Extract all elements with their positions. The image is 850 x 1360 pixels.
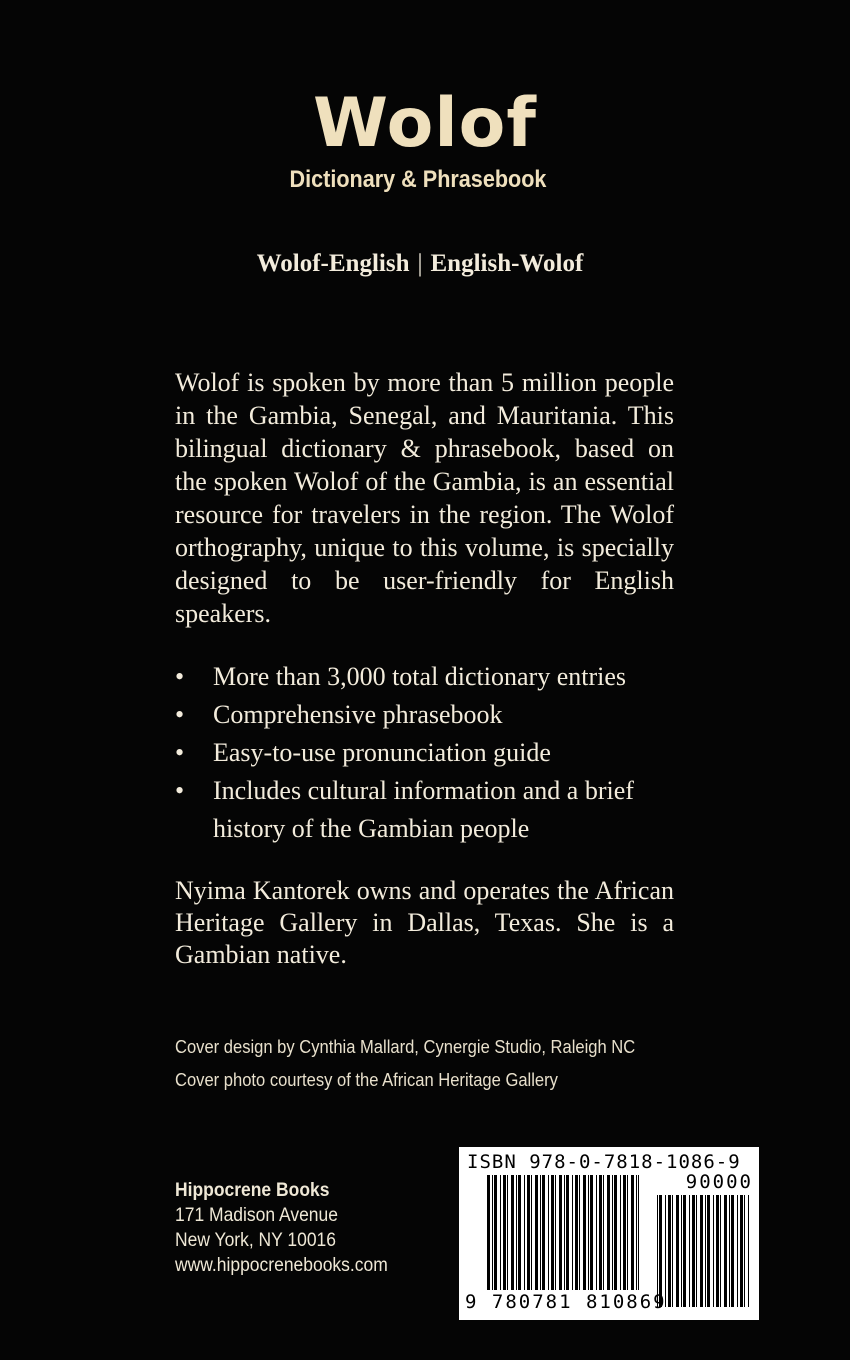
barcode-bar <box>692 1195 695 1307</box>
barcode-bar <box>627 1175 628 1290</box>
book-title: Wolof <box>313 84 537 163</box>
bullet-icon: • <box>175 700 185 729</box>
barcode-bar <box>572 1175 573 1290</box>
design-credit: Cover design by Cynthia Mallard, Cynergie Studio, Raleigh NC <box>175 1037 636 1057</box>
barcode-bar <box>681 1195 682 1307</box>
language-left: Wolof-English <box>256 250 410 277</box>
barcode-bar <box>740 1195 743 1307</box>
barcode-bar <box>551 1175 554 1290</box>
bullet-icon: • <box>175 662 185 691</box>
barcode-bar <box>599 1175 602 1290</box>
barcode-bar <box>689 1195 690 1307</box>
credits <box>175 1031 675 1097</box>
barcode-bar <box>676 1195 679 1307</box>
barcode-bar <box>566 1175 569 1290</box>
barcode-bar <box>638 1175 639 1290</box>
barcode-bar <box>511 1175 514 1290</box>
isbn-number: ISBN 978-0-7818-1086-9 <box>467 1151 741 1173</box>
barcode-bar <box>531 1175 532 1290</box>
barcode-bar <box>713 1195 714 1307</box>
barcode-bar <box>503 1175 506 1290</box>
price-code: 90000 <box>685 1171 753 1193</box>
feature-text: Easy-to-use pronunciation guide <box>213 738 551 767</box>
publisher-address-line2: New York, NY 10016 <box>175 1230 336 1251</box>
barcode-bar <box>524 1175 525 1290</box>
barcode-bar <box>716 1195 719 1307</box>
barcode-bar <box>620 1175 621 1290</box>
feature-item <box>175 658 695 696</box>
publisher-website: www.hippocrenebooks.com <box>175 1255 388 1276</box>
ean-number: 9 780781 810869 <box>465 1291 667 1313</box>
feature-item <box>175 772 695 848</box>
feature-item <box>175 696 695 734</box>
feature-list <box>175 658 695 848</box>
barcode-bar <box>487 1175 490 1290</box>
barcode-bar <box>575 1175 578 1290</box>
barcode-bar <box>731 1195 734 1307</box>
barcode-bar <box>720 1195 721 1307</box>
barcode-bar <box>535 1175 538 1290</box>
barcode-bar <box>540 1175 541 1290</box>
publisher-info <box>175 1178 406 1278</box>
book-description: Wolof is spoken by more than 5 million people in the Gambia, Senegal, and Mauritania. This bilingual dictionary & phrasebook, based on the spoken Wolof of the Gambia, is an essential resource for travelers in the region. The Wolof orthography, unique to this volume, is specially designed to be user-friendly for English speakers. <box>175 368 674 628</box>
language-right: English-Wolof <box>430 250 584 277</box>
photo-credit: Cover photo courtesy of the African Heritage Gallery <box>175 1070 558 1090</box>
barcode-bar <box>518 1175 521 1290</box>
barcode-bar <box>555 1175 556 1290</box>
barcode-bar <box>700 1195 703 1307</box>
barcode-bar <box>527 1175 530 1290</box>
barcode-bar <box>683 1195 686 1307</box>
barcode-bar <box>631 1175 634 1290</box>
feature-text: More than 3,000 total dictionary entries <box>213 662 627 691</box>
barcode-bar <box>603 1175 604 1290</box>
publisher-address-line1: 171 Madison Avenue <box>175 1205 338 1226</box>
feature-item <box>175 734 695 772</box>
barcode-bar <box>590 1175 593 1290</box>
feature-text: Comprehensive phrasebook <box>213 700 503 729</box>
barcode-bar <box>492 1175 493 1290</box>
barcode-bar <box>564 1175 565 1290</box>
barcode-bar <box>737 1195 738 1307</box>
publisher-name: Hippocrene Books <box>175 1180 330 1201</box>
barcode-bar <box>748 1195 749 1307</box>
barcode-bar <box>672 1195 673 1307</box>
bullet-icon: • <box>175 738 185 767</box>
bullet-icon: • <box>175 776 185 805</box>
barcode-bar <box>614 1175 617 1290</box>
barcode-bar <box>542 1175 545 1290</box>
barcode-bar <box>583 1175 586 1290</box>
book-subtitle: Dictionary & Phrasebook <box>289 166 547 193</box>
barcode-bar <box>500 1175 501 1290</box>
barcode-bar <box>668 1195 671 1307</box>
feature-text: Includes cultural information and a brief history of the Gambian people <box>213 776 634 843</box>
language-separator: | <box>417 250 423 277</box>
barcode-bar <box>705 1195 706 1307</box>
barcode-bar <box>612 1175 613 1290</box>
barcode-bar <box>559 1175 562 1290</box>
barcode-bar <box>744 1195 745 1307</box>
barcode-bar <box>696 1195 697 1307</box>
author-bio: Nyima Kantorek owns and operates the African Heritage Gallery in Dallas, Texas. She is a Gambian native. <box>175 876 674 969</box>
barcode-bar <box>494 1175 497 1290</box>
barcode-bar <box>579 1175 580 1290</box>
barcode-bar <box>516 1175 517 1290</box>
barcode-bar <box>548 1175 549 1290</box>
barcode-bar <box>623 1175 626 1290</box>
isbn-barcode <box>459 1147 759 1320</box>
barcode-bar <box>607 1175 610 1290</box>
language-directions <box>0 250 840 278</box>
barcode-bar <box>707 1195 710 1307</box>
barcode-bar <box>596 1175 597 1290</box>
barcode-bar <box>724 1195 727 1307</box>
barcode-bar <box>588 1175 589 1290</box>
barcode-bar <box>729 1195 730 1307</box>
barcode-bar <box>507 1175 508 1290</box>
barcode-bar <box>636 1175 637 1290</box>
